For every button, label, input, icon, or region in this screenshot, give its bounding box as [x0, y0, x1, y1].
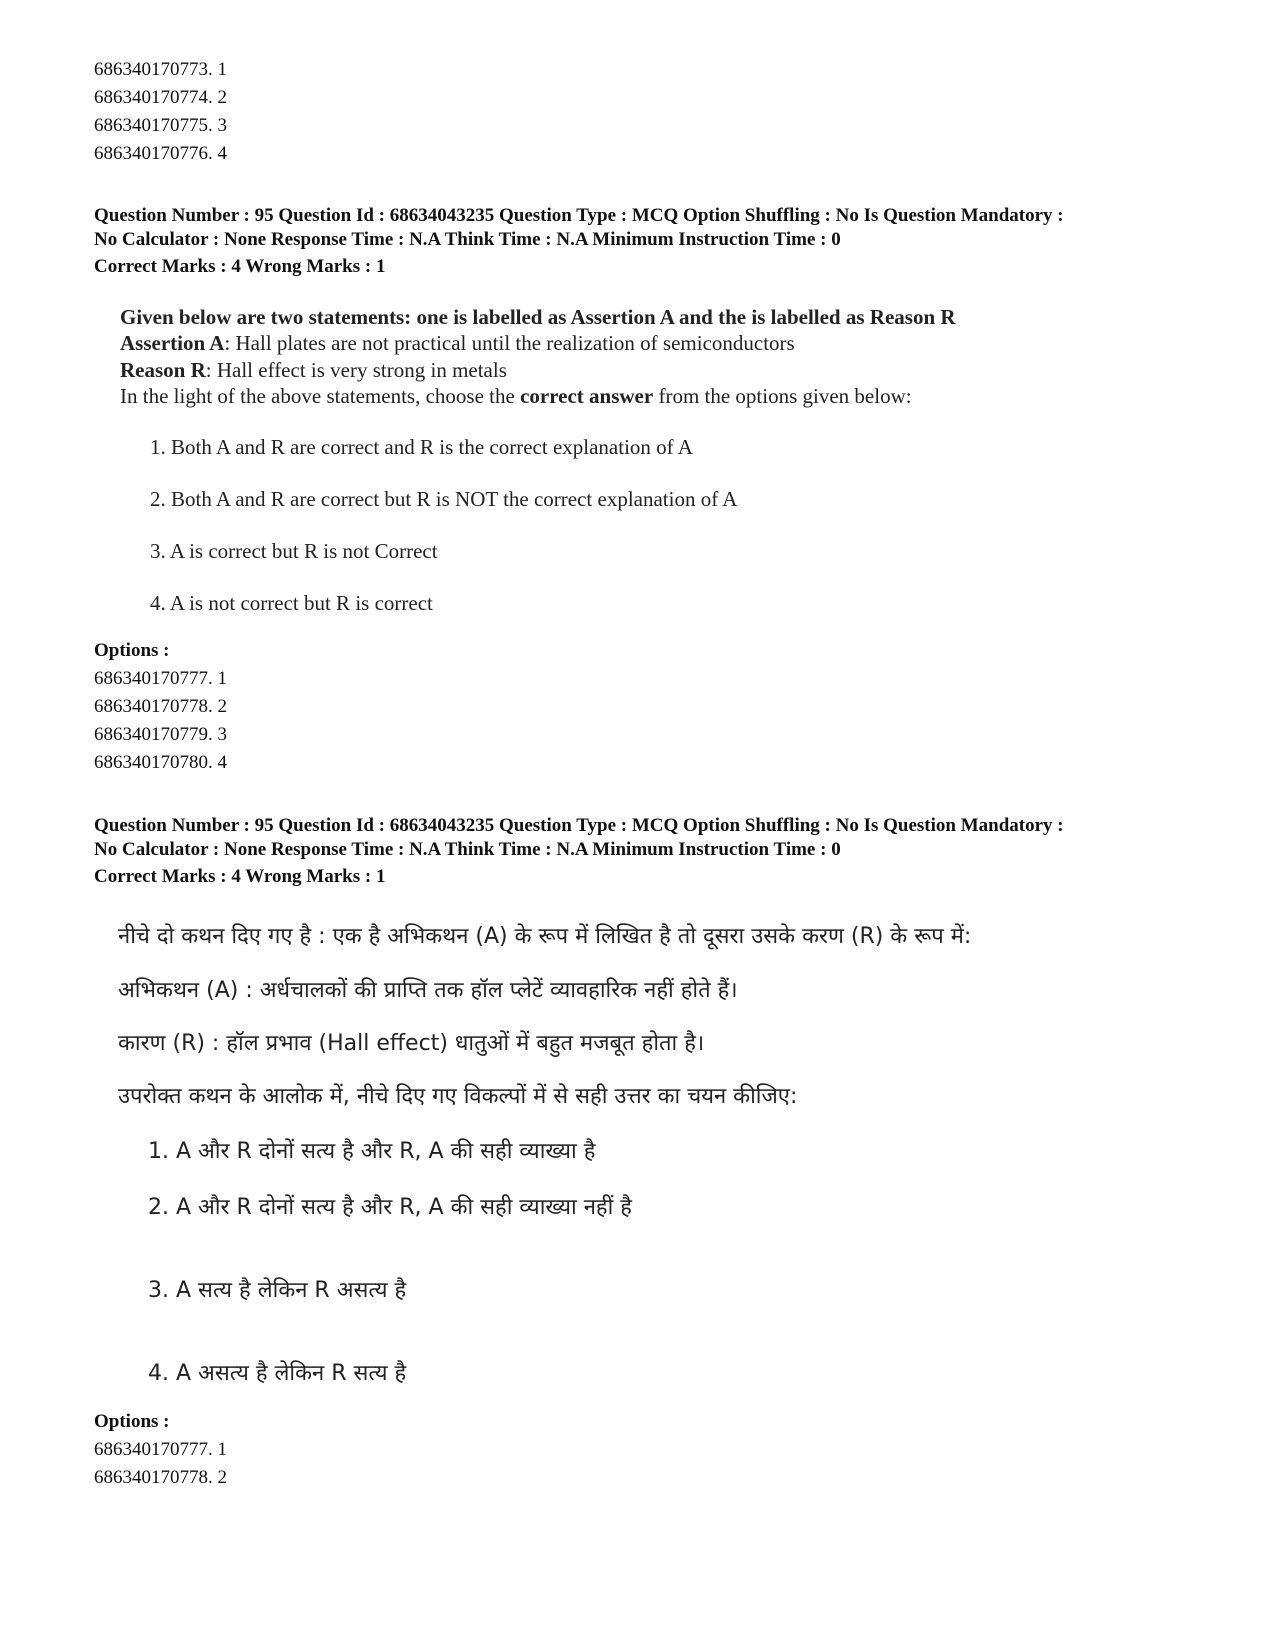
instruction-pre: In the light of the above statements, choose the — [120, 384, 521, 408]
question-intro: Given below are two statements: one is labelled as Assertion A and the is labelled as Reason R — [120, 305, 956, 329]
question-instruction-hindi: उपरोक्त कथन के आलोक में, नीचे दिए गए विकल्पों में से सही उत्तर का चयन कीजिए: — [118, 1084, 798, 1109]
question-marks-line: Correct Marks : 4 Wrong Marks : 1 — [94, 866, 386, 887]
option-id-line: 686340170773. 1 — [94, 59, 227, 80]
assertion-statement-hindi: अभिकथन (A) : अर्धचालकों की प्राप्ति तक हॉल प्लेटें व्यावहारिक नहीं होते हैं। — [118, 978, 738, 1003]
question-marks-line: Correct Marks : 4 Wrong Marks : 1 — [94, 256, 386, 277]
assertion-text: : Hall plates are not practical until the realization of semiconductors — [224, 331, 795, 355]
instruction-bold: correct answer — [520, 384, 654, 408]
question-header-line2: No Calculator : None Response Time : N.A Think Time : N.A Minimum Instruction Time : 0 — [94, 229, 841, 250]
assertion-statement — [120, 330, 795, 357]
option-id-line: 686340170779. 3 — [94, 724, 227, 745]
option-id-line: 686340170777. 1 — [94, 1439, 227, 1460]
option-id-line: 686340170778. 2 — [94, 1467, 227, 1488]
option-id-line: 686340170776. 4 — [94, 143, 227, 164]
question-header-line1: Question Number : 95 Question Id : 68634043235 Question Type : MCQ Option Shuffling : No Is Question Mandatory : — [94, 815, 1064, 836]
reason-label: Reason R — [120, 358, 206, 382]
answer-choice: 2. A और R दोनों सत्य है और R, A की सही व्याख्या नहीं है — [148, 1195, 632, 1220]
question-intro-hindi: नीचे दो कथन दिए गए है : एक है अभिकथन (A) के रूप में लिखित है तो दूसरा उसके करण (R) के रूप में: — [118, 924, 972, 949]
option-id-line: 686340170775. 3 — [94, 115, 227, 136]
options-title: Options : — [94, 640, 170, 661]
answer-choice: 3. A सत्य है लेकिन R असत्य है — [148, 1278, 407, 1303]
answer-choice: 2. Both A and R are correct but R is NOT the correct explanation of A — [150, 487, 738, 511]
question-header-line2: No Calculator : None Response Time : N.A Think Time : N.A Minimum Instruction Time : 0 — [94, 839, 841, 860]
answer-choice: 1. Both A and R are correct and R is the correct explanation of A — [150, 435, 693, 459]
question-header-line1: Question Number : 95 Question Id : 68634043235 Question Type : MCQ Option Shuffling : No Is Question Mandatory : — [94, 205, 1064, 226]
reason-statement-hindi: कारण (R) : हॉल प्रभाव (Hall effect) धातुओं में बहुत मजबूत होता है। — [118, 1031, 705, 1056]
instruction-post: from the options given below: — [653, 384, 912, 408]
option-id-line: 686340170778. 2 — [94, 696, 227, 717]
answer-choice: 1. A और R दोनों सत्य है और R, A की सही व्याख्या है — [148, 1139, 596, 1164]
option-id-line: 686340170780. 4 — [94, 752, 227, 773]
assertion-label: Assertion A — [120, 331, 225, 355]
answer-choice: 4. A असत्य है लेकिन R सत्य है — [148, 1361, 407, 1386]
option-id-line: 686340170777. 1 — [94, 668, 227, 689]
options-title: Options : — [94, 1411, 170, 1432]
answer-choice: 4. A is not correct but R is correct — [150, 591, 433, 615]
question-instruction — [120, 383, 912, 410]
reason-text: : Hall effect is very strong in metals — [205, 358, 507, 382]
answer-choice: 3. A is correct but R is not Correct — [150, 539, 438, 563]
option-id-line: 686340170774. 2 — [94, 87, 227, 108]
reason-statement — [120, 357, 507, 384]
